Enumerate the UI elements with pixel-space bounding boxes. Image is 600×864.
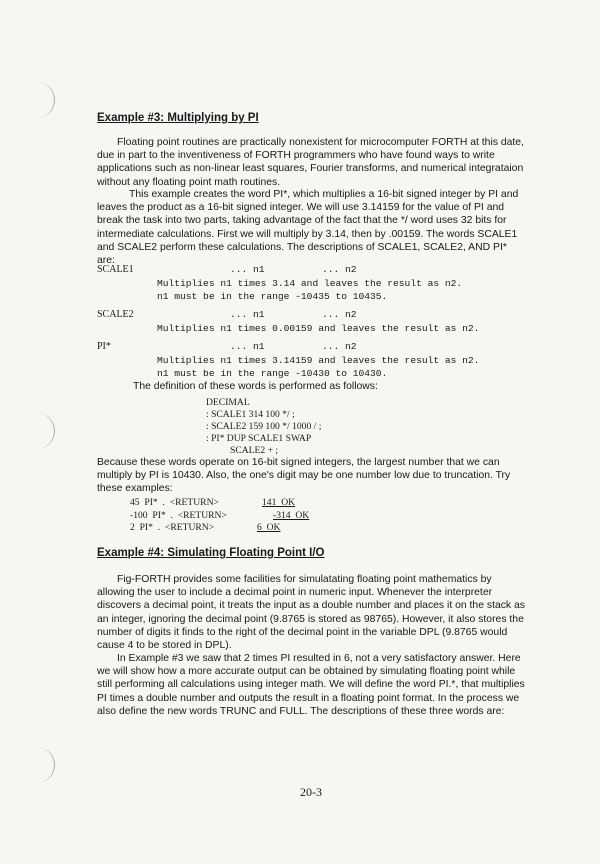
example3-heading: Example #3: Multiplying by PI [97, 112, 259, 124]
def-name: PI* [97, 341, 111, 352]
stack-out: ... n2 [322, 341, 357, 352]
page-number: 20-3 [300, 785, 322, 799]
code-line: DECIMAL [206, 397, 250, 408]
stack-in: ... n1 [230, 309, 265, 320]
def-desc: Multiplies n1 times 0.00159 and leaves the result as n2. [157, 323, 480, 334]
def-name: SCALE2 [97, 309, 134, 320]
example-output: 141 OK [262, 497, 296, 508]
example4-heading: Example #4: Simulating Floating Point I/O [97, 547, 325, 559]
stack-out: ... n2 [322, 264, 357, 275]
stack-in: ... n1 [230, 341, 265, 352]
code-line: : SCALE2 159 100 */ 1000 / ; [206, 421, 322, 432]
example4-para2: In Example #3 we saw that 2 times PI resulted in 6, not a very satisfactory answer. Here we will show how a more accurate output can be obtained by simulating floating point while still performing all calculations using integer math. We will define the word PI.*, that multiplies PI times a double number and outputs the result in a floating point format. In the process we also define the new words TRUNC and FULL. The descriptions of these three words are: [97, 653, 525, 717]
def-desc: n1 must be in the range -10430 to 10430. [157, 368, 388, 379]
example4-para1: Fig-FORTH provides some facilities for simulatating floating point mathematics by allowing the user to include a decimal point in numeric input. Whenever the interpreter discovers a decimal point, it treats the input as a double number and places it on the stack as an integer, ignoring the decimal point (9.8765 is stored as 98765). However, it also stores the number of digits it finds to the right of the decimal point in the variable DPL (9.8765 would cause 4 to be stored in DPL). [97, 574, 525, 652]
def-name: SCALE1 [97, 264, 134, 275]
punch-hole-mark [28, 747, 55, 783]
example3-para2: This example creates the word PI*, which multiplies a 16-bit signed integer by PI and leaves the product as a 16-bit signed integer. We will use 3.14159 for the value of PI and break the task into two parts, taking advantage of the fact that the */ word uses 32 bits for intermediate calculations. First we will multiply by 3.14, then by .00159. The words SCALE1 and SCALE2 perform these calculations. The descriptions of SCALE1, SCALE2, AND PI* are: [97, 189, 519, 267]
code-line: SCALE2 + ; [230, 445, 279, 456]
punch-hole-mark [28, 82, 55, 118]
example-input: -100 PI* . <RETURN> [130, 510, 227, 521]
example-input: 2 PI* . <RETURN> [130, 522, 215, 533]
def-desc: n1 must be in the range -10435 to 10435. [157, 291, 388, 302]
stack-out: ... n2 [322, 309, 357, 320]
example-input: 45 PI* . <RETURN> [130, 497, 219, 508]
code-line: : SCALE1 314 100 */ ; [206, 409, 295, 420]
code-line: : PI* DUP SCALE1 SWAP [206, 433, 312, 444]
example3-para1: Floating point routines are practically nonexistent for microcomputer FORTH at this date, due in part to the inventiveness of FORTH programmers who have found ways to write applications such as non-linear least squares, Fourier transforms, and numerical integrataion without any floating point math routines. [97, 137, 524, 188]
example-output: -314 OK [273, 510, 310, 521]
punch-hole-mark [28, 413, 55, 449]
example-output: 6 OK [257, 522, 281, 533]
definition-intro: The definition of these words is performed as follows: [133, 381, 378, 392]
example3-para3: Because these words operate on 16-bit signed integers, the largest number that we can multiply by PI is 10430. Also, the one's digit may be one number low due to truncation. Try these examples: [97, 457, 511, 495]
stack-in: ... n1 [230, 264, 265, 275]
def-desc: Multiplies n1 times 3.14159 and leaves the result as n2. [157, 355, 480, 366]
def-desc: Multiplies n1 times 3.14 and leaves the result as n2. [157, 278, 463, 289]
